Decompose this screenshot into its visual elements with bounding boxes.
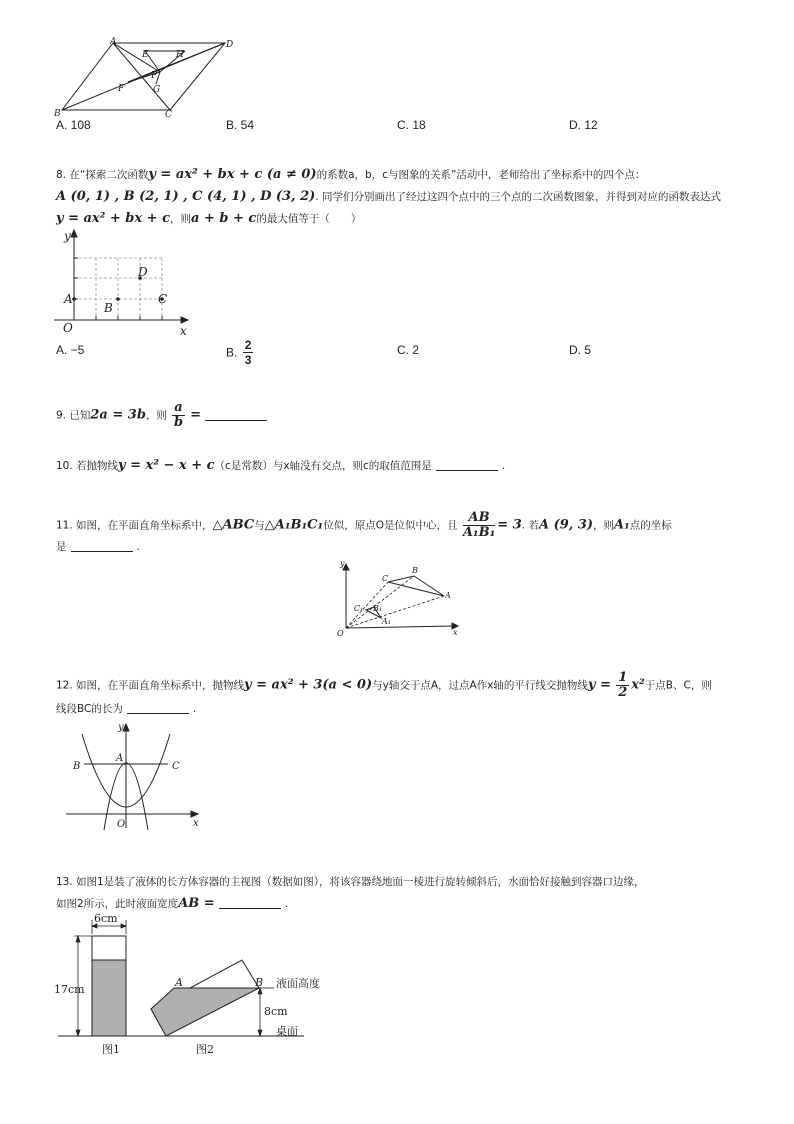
q11-text-3: 位似，原点O是位似中心，且 [323, 519, 458, 532]
q11-axis-x: x [453, 628, 458, 637]
q8-label-A: A [64, 292, 73, 306]
q13-text: 如图1是装了液体的长方体容器的主视图（数据如图），将该容器绕地面一棱进行旋转倾斜后，水面恰好接触到容器口边缘， [76, 876, 645, 888]
q12-number: 12. [56, 679, 73, 692]
q13-period: . [284, 898, 289, 910]
q13-number: 13. [56, 876, 73, 888]
q8-text-4: ，则 [170, 213, 192, 225]
q12-line-2 [56, 698, 196, 720]
q7-label-P: P [151, 71, 158, 81]
q13-text-2: 如图2所示，此时液面宽度 [56, 898, 179, 910]
q12-axis-y: y [118, 722, 124, 733]
q11-a1: A₁ [614, 517, 630, 533]
q7-option-c[interactable]: C. 18 [397, 118, 426, 132]
q13-fig2-caption: 图2 [196, 1043, 214, 1056]
q11-ratio: = 3 [497, 517, 522, 533]
q11-line-2 [56, 536, 140, 558]
q13-label-B: B [255, 976, 264, 989]
q7-parallelogram-figure [50, 36, 240, 118]
q11-triangle-large [388, 576, 444, 596]
q11-point-a: A (9, 3) [538, 517, 594, 533]
q12-label-A: A [116, 753, 124, 764]
q13-line-2 [56, 893, 288, 915]
q11-triangle-a1b1c1: △A₁B₁C₁ [264, 517, 324, 533]
q8-text-2: 的系数a，b，c与图象的关系”活动中，老师给出了坐标系中的四个点： [316, 169, 646, 181]
q7-label-C: C [165, 110, 172, 118]
q8-sum-expression: a + b + c [191, 211, 257, 226]
q13-liquid-height-label: 液面高度 [276, 977, 320, 990]
q11-origin: O [337, 629, 344, 638]
q11-text: 如图，在平面直角坐标系中， [76, 519, 213, 532]
q13-fig1-liquid [92, 960, 126, 1036]
q11-label-A1: A₁ [382, 617, 391, 626]
q9-line [56, 401, 271, 430]
q12-fraction [616, 671, 629, 700]
q7-label-H: H [176, 50, 184, 60]
q12-expression: y = ax² + 3(a < 0) [244, 677, 373, 693]
q9-expression: 2a = 3b [90, 407, 146, 423]
q11-ratio-fraction [463, 511, 495, 540]
q12-text-2: 与y轴交于点A，过点A作x轴的平行线交抛物线 [372, 679, 588, 692]
q11-text-5: ，则 [593, 519, 615, 532]
q11-axis-y: y [340, 560, 345, 568]
q9-number: 9. [56, 409, 67, 422]
q11-line-1 [56, 511, 672, 540]
q8-line-3 [56, 208, 361, 230]
q11-label-B: B [412, 566, 418, 575]
q7-label-D: D [226, 40, 234, 50]
q8-line-1 [56, 164, 645, 186]
q8-option-b-numerator: 2 [244, 338, 252, 352]
q7-option-a[interactable]: A. 108 [56, 118, 91, 132]
q11-fraction-numerator: AB [463, 511, 495, 526]
q8-text-5: 的最大值等于（ ） [256, 213, 362, 225]
q8-line-2 [56, 186, 721, 208]
q8-point-A [72, 297, 76, 301]
q8-label-D: D [138, 265, 148, 279]
q13-height-label: 17cm [54, 983, 85, 996]
q7-option-d[interactable]: D. 12 [569, 118, 598, 132]
q12-text-4: 线段BC的长为 [56, 703, 123, 715]
q13-container-figure [54, 914, 344, 1062]
q8-option-d[interactable]: D. 5 [569, 343, 592, 357]
q13-width-label: 6cm [94, 914, 118, 925]
q12-origin: O [117, 819, 126, 830]
q13-answer-blank[interactable] [219, 896, 281, 909]
q12-y-equals: y = [587, 677, 611, 693]
q9-text: 已知 [69, 409, 91, 422]
q12-label-C: C [172, 761, 180, 772]
q7-option-b[interactable]: B. 54 [226, 118, 255, 132]
q8-option-b-denominator: 3 [244, 353, 252, 367]
q8-formula: y = ax² + bx + c (a ≠ 0) [148, 167, 317, 182]
q10-expression: y = x² − x + c [118, 458, 215, 473]
q9-fraction [172, 401, 184, 430]
q7-label-E: E [142, 50, 149, 60]
q7-label-G: G [153, 85, 161, 95]
q10-period: . [501, 460, 506, 472]
q13-ab: AB = [178, 896, 215, 911]
q13-line-1 [56, 871, 644, 893]
q11-label-A: A [445, 591, 451, 600]
q13-fig1-caption: 图1 [102, 1043, 120, 1056]
q11-label-C1: C₁ [354, 604, 364, 613]
q12-text-3: 于点B、C，则 [644, 679, 712, 692]
q11-text-7: 是 [56, 541, 67, 553]
q11-answer-blank[interactable] [71, 539, 133, 552]
q13-label-A: A [175, 976, 183, 989]
q8-function: y = ax² + bx + c [56, 211, 171, 226]
q12-text: 如图，在平面直角坐标系中，抛物线 [76, 679, 245, 692]
q8-option-c[interactable]: C. 2 [397, 343, 420, 357]
q11-triangle-abc: △ABC [212, 517, 255, 533]
q7-label-A: A [110, 37, 117, 47]
q11-period: . [136, 541, 140, 553]
q12-line-1 [56, 671, 712, 700]
q8-number: 8. [56, 169, 67, 181]
q10-number: 10. [56, 460, 73, 472]
q10-answer-blank[interactable] [436, 458, 498, 471]
q12-axis-x: x [193, 818, 199, 829]
q8-label-C: C [158, 292, 168, 306]
q13-level-label: 8cm [264, 1005, 288, 1018]
q8-option-a-text: A. −5 [56, 343, 85, 357]
q13-fig2-liquid [151, 988, 259, 1036]
q11-text-2: 与 [254, 519, 265, 532]
q11-text-6: 点的坐标 [629, 519, 672, 532]
q8-coordinate-graph [52, 228, 202, 338]
q8-option-a[interactable] [56, 343, 84, 357]
q12-label-B: B [73, 761, 81, 772]
q9-answer-blank[interactable] [205, 408, 267, 421]
q12-fraction-numerator: 1 [618, 670, 628, 685]
q10-text: 若抛物线 [76, 460, 119, 472]
q8-option-b-prefix: B. [226, 345, 238, 360]
q9-numerator: a [174, 400, 183, 415]
q11-text-4: . 若 [521, 519, 539, 532]
q11-label-C: C [382, 574, 389, 583]
q8-point-B [116, 297, 120, 301]
q8-label-B: B [104, 301, 113, 315]
q9-equals: = [190, 407, 201, 423]
q11-number: 11. [56, 519, 73, 532]
q8-axis-y: y [64, 229, 71, 243]
q8-axis-x: x [180, 324, 187, 338]
q8-option-b[interactable] [226, 338, 255, 367]
q7-label-B: B [54, 109, 61, 118]
q8-text-3: . 同学们分别画出了经过这四个点中的三个点的二次函数图象，并得到对应的函数表达式 [315, 191, 721, 203]
q9-text-2: ，则 [145, 409, 167, 422]
q10-text-2: （c是常数）与x轴没有交点，则c的取值范围是 [214, 460, 432, 472]
q12-parabola-graph [62, 720, 212, 832]
q12-period: . [192, 703, 197, 715]
q8-option-b-fraction [243, 338, 254, 367]
q8-points: A (0, 1) , B (2, 1) , C (4, 1) , D (3, 2) [56, 189, 316, 204]
q8-text: 在“探索二次函数 [69, 169, 149, 181]
q11-fraction-denominator: A₁B₁ [462, 525, 496, 540]
q13-desk-label: 桌面 [276, 1025, 298, 1038]
q11-label-B1: B₁ [373, 604, 383, 613]
q11-similarity-graph [336, 560, 466, 642]
q10-line [56, 455, 505, 477]
q8-origin: O [63, 321, 73, 335]
q9-denominator: b [173, 415, 184, 430]
q12-x-squared: x² [631, 677, 645, 693]
q12-answer-blank[interactable] [127, 701, 189, 714]
q7-label-F: F [118, 84, 125, 94]
q12-fraction-denominator: 2 [618, 685, 628, 700]
